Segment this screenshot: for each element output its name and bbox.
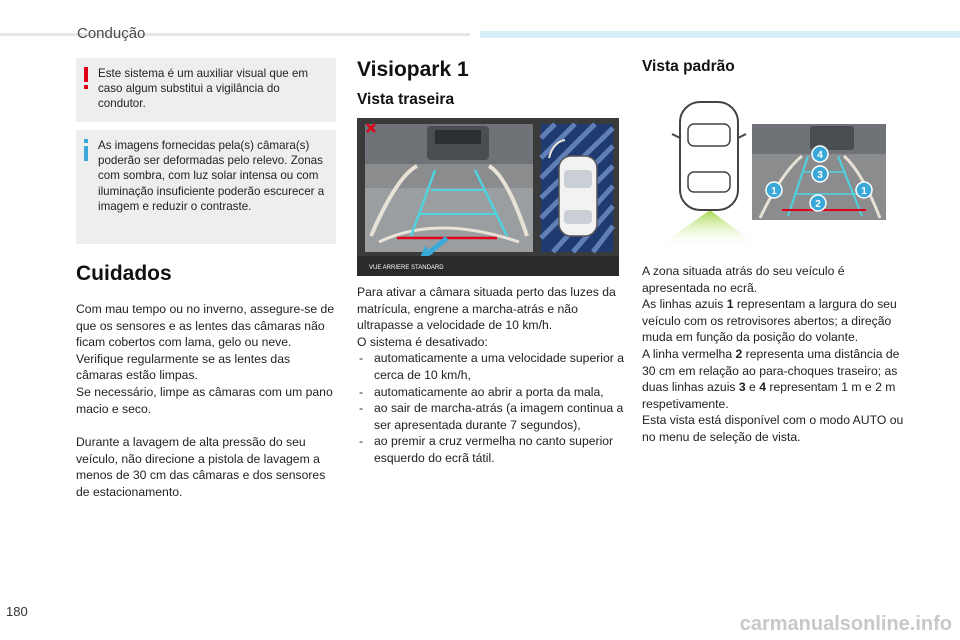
- info-icon: [84, 139, 88, 161]
- cuidados-p2: Verifique regularmente se as lentes das câmaras estão limpas.: [76, 351, 291, 383]
- info-note: [76, 130, 336, 244]
- cuidados-p1: Com mau tempo ou no inverno, assegure-se de que os sensores e as lentes das câmaras não ficam cobertos com lama, gelo ou neve.: [76, 302, 335, 350]
- callout-4: [812, 146, 828, 162]
- svg-text:2: 2: [815, 199, 821, 210]
- vista-padrao-body: [642, 263, 910, 446]
- vista-padrao-p1: A zona situada atrás do seu veículo é apresentada no ecrã.: [642, 264, 845, 295]
- section-title: Condução: [77, 25, 146, 42]
- rear-view-caption: VUE ARRIERE STANDARD: [369, 265, 444, 271]
- warning-note: [76, 58, 336, 122]
- vista-traseira-deactivated: O sistema é desativado:: [357, 334, 488, 349]
- vista-traseira-intro: Para ativar a câmara situada perto das luzes da matrícula, engrene a marcha-atrás e não ultrapasse a velocidade de 10 km/h.: [357, 285, 616, 333]
- list-item: - automaticamente ao abrir a porta da mala,: [357, 384, 625, 401]
- callout-2: [810, 195, 826, 211]
- cuidados-body: [76, 301, 340, 417]
- vista-padrao-p4: Esta vista está disponível com o modo AUTO ou no menu de seleção de vista.: [642, 413, 904, 444]
- header-rule: [0, 33, 470, 36]
- vista-padrao-title: Vista padrão: [642, 58, 735, 75]
- header-accent-bar: [480, 31, 960, 38]
- vista-traseira-title: Vista traseira: [357, 91, 455, 108]
- list-item: - ao premir a cruz vermelha no canto superior esquerdo do ecrã tátil.: [357, 433, 625, 466]
- page-number: 180: [6, 604, 28, 619]
- list-item: - ao sair de marcha-atrás (a imagem continua a ser apresentada durante 7 segundos),: [357, 400, 625, 433]
- vista-padrao-p2: As linhas azuis 1 representam a largura do seu veículo com os retrovisores abertos; a direção muda em função da posição do volante.: [642, 297, 897, 345]
- cuidados-wash: [76, 434, 340, 500]
- info-text: As imagens fornecidas pela(s) câmara(s) poderão ser deformadas pelo relevo. Zonas com sombra, com luz solar intensa ou com iluminação insuficiente poderão escurecer a imagem e reduzir o contraste.: [98, 139, 325, 213]
- warning-text: Este sistema é um auxiliar visual que em caso algum substitui a vigilância do condutor.: [98, 67, 309, 111]
- list-item: - automaticamente a uma velocidade superior a cerca de 10 km/h,: [357, 350, 625, 383]
- vista-padrao-p3: A linha vermelha 2 representa uma distância de 30 cm em relação ao para-choques traseiro; as duas linhas azuis 3 e 4 representam 1 m e 2 m respetivamente.: [642, 346, 900, 411]
- callout-1-right: [856, 182, 872, 198]
- warning-icon: [84, 67, 88, 89]
- cuidados-p3: Se necessário, limpe as câmaras com um pano macio e seco.: [76, 384, 333, 416]
- callout-1-left: [766, 182, 782, 198]
- cuidados-p4: Durante a lavagem de alta pressão do seu veículo, não direcione a pistola de lavagem a menos de 30 cm das câmaras e dos sensores de estacionamento.: [76, 435, 326, 499]
- top-view-diagram: [642, 92, 887, 250]
- svg-text:1: 1: [771, 186, 777, 197]
- svg-text:4: 4: [817, 150, 823, 161]
- visiopark-title: Visiopark 1: [357, 58, 469, 81]
- callout-3: [812, 166, 828, 182]
- car-top-view-illustration: [642, 92, 887, 250]
- rear-camera-illustration: [357, 118, 619, 276]
- deactivation-list: [357, 350, 625, 466]
- svg-text:1: 1: [861, 186, 867, 197]
- svg-text:3: 3: [817, 170, 823, 181]
- vista-traseira-body: [357, 284, 625, 467]
- watermark: carmanualsonline.info: [739, 613, 952, 635]
- cuidados-title: Cuidados: [76, 262, 172, 285]
- rear-camera-screen: [357, 118, 619, 276]
